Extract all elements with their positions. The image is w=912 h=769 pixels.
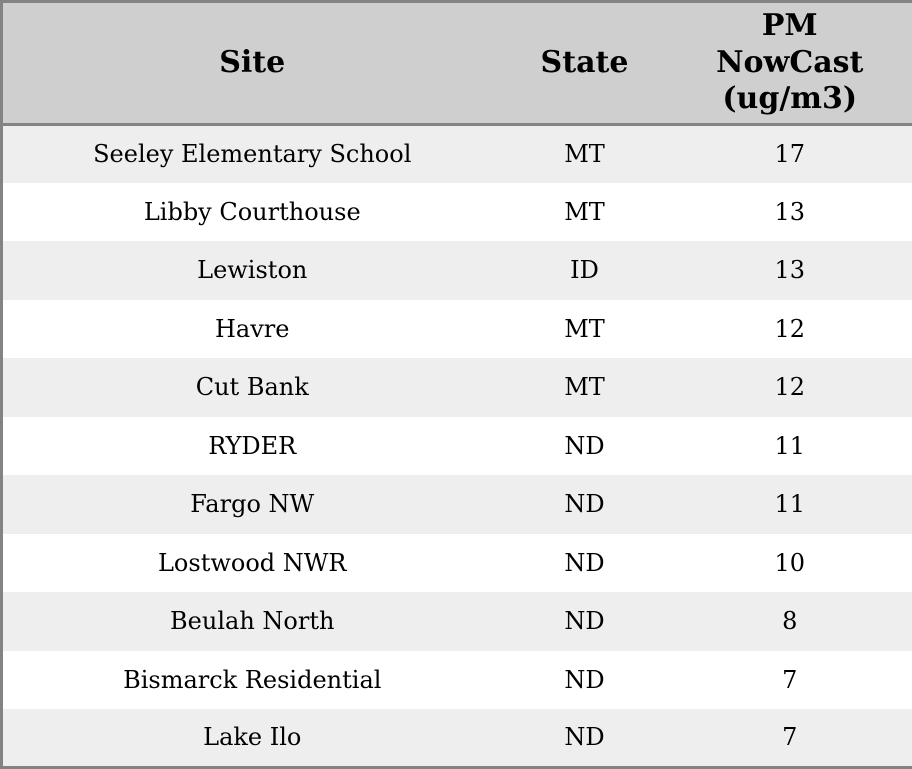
state-cell: MT [564,197,605,226]
state-cell: MT [564,314,605,343]
pm-nowcast-cell: 10 [774,548,806,577]
site-cell: Libby Courthouse [143,197,361,226]
table-row [2,534,912,592]
column-header-state [502,2,668,125]
pm-nowcast-cell: 12 [774,314,806,343]
table-row [2,417,912,475]
table-row [2,125,912,183]
pm-nowcast-cell: 11 [774,490,806,519]
site-cell: Beulah North [170,607,335,636]
site-cell: Bismarck Residential [123,665,382,694]
table-row [2,300,912,358]
table-row [2,241,912,299]
table-body [2,125,912,768]
site-cell: Havre [215,314,290,343]
pm-nowcast-cell: 11 [774,431,806,460]
column-header-pm-nowcast [668,2,912,125]
column-header-state-label: State [540,45,629,80]
pm-nowcast-cell: 12 [774,373,806,402]
table-row [2,475,912,533]
site-cell: Lake Ilo [203,723,302,752]
column-header-pm-nowcast-label: PM NowCast (ug/m3) [716,8,864,117]
header-row [2,2,912,125]
state-cell: MT [564,373,605,402]
pm-nowcast-cell: 13 [774,197,806,226]
pm-nowcast-cell: 7 [782,665,798,694]
site-cell: Cut Bank [195,373,309,402]
state-cell: MT [564,140,605,169]
state-cell: ID [570,256,599,285]
pm-nowcast-cell: 13 [774,256,806,285]
state-cell: ND [564,665,605,694]
site-cell: Lostwood NWR [157,548,347,577]
site-cell: Fargo NW [190,490,315,519]
site-cell: RYDER [208,431,297,460]
table-row [2,183,912,241]
pm-nowcast-cell: 7 [782,723,798,752]
state-cell: ND [564,607,605,636]
pm-nowcast-cell: 8 [782,607,798,636]
table-header [2,2,912,125]
state-cell: ND [564,723,605,752]
table-row [2,358,912,416]
state-cell: ND [564,431,605,460]
column-header-site [2,2,502,125]
column-header-site-label: Site [219,45,286,80]
table-row [2,651,912,709]
site-cell: Lewiston [197,256,308,285]
state-cell: ND [564,548,605,577]
table-row [2,709,912,767]
state-cell: ND [564,490,605,519]
site-cell: Seeley Elementary School [93,140,412,169]
table-row [2,592,912,650]
pm-nowcast-cell: 17 [774,140,806,169]
